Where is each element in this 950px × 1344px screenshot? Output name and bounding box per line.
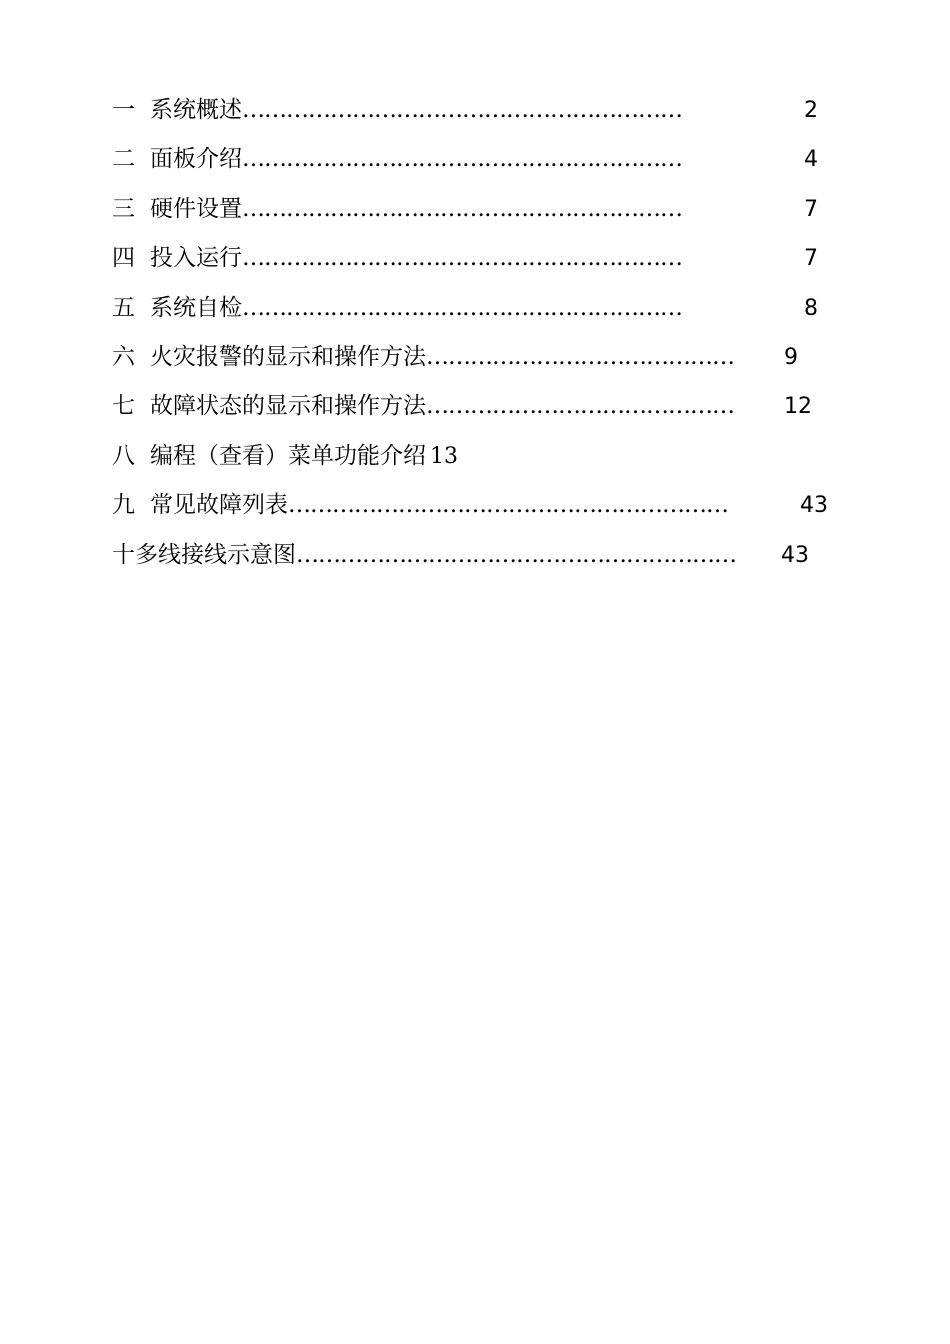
toc-entry-title: 投入运行 (150, 245, 242, 272)
toc-entry-6[interactable] (112, 333, 872, 382)
toc-entry-title: 常见故障列表 (150, 492, 288, 519)
toc-page-number: 43 (781, 542, 809, 568)
toc-leader-dots: …………………………………… (426, 393, 734, 420)
toc-entry-5[interactable] (112, 284, 872, 333)
toc-page-number: 4 (804, 147, 818, 173)
toc-page-number: 2 (804, 98, 818, 123)
toc-entry-number: 二 (112, 146, 135, 173)
toc-leader-dots: …………………………………………………… (242, 146, 682, 173)
toc-entry-number: 五 (112, 294, 135, 321)
toc-entry-9[interactable] (112, 481, 872, 530)
toc-entry-number: 三 (112, 195, 135, 222)
toc-entry-2[interactable] (112, 135, 872, 184)
toc-leader-dots: …………………………………………………… (242, 195, 682, 222)
toc-entry-title: 系统自检 (150, 294, 242, 321)
toc-page-number: 7 (804, 196, 818, 222)
toc-entry-title: 面板介绍 (150, 146, 242, 173)
toc-leader-dots: …………………………………………………… (288, 492, 728, 519)
toc-page-number: 8 (804, 295, 818, 321)
toc-entry-7[interactable] (112, 382, 872, 431)
toc-entry-title: 系统概述 (150, 97, 242, 123)
table-of-contents (112, 86, 872, 580)
toc-entry-number: 七 (112, 393, 135, 420)
toc-leader-dots: …………………………………………………… (242, 97, 682, 123)
toc-entry-number: 一 (112, 97, 135, 123)
toc-entry-1[interactable] (112, 86, 872, 135)
toc-page-number: 9 (784, 344, 798, 370)
toc-entry-title: 硬件设置 (150, 195, 242, 222)
toc-page-number: 43 (800, 493, 828, 519)
toc-page-number: 12 (784, 394, 812, 420)
toc-entry-number: 十 (112, 541, 135, 568)
toc-entry-8[interactable] (112, 432, 872, 481)
toc-leader-dots: …………………………………… (426, 343, 734, 370)
toc-entry-4[interactable] (112, 234, 872, 283)
toc-page-number: 13 (430, 443, 458, 469)
toc-entry-title: 编程（查看）菜单功能介绍 (150, 442, 426, 469)
toc-entry-3[interactable] (112, 185, 872, 234)
toc-entry-10[interactable] (112, 531, 872, 580)
toc-leader-dots: …………………………………………………… (242, 294, 682, 321)
toc-entry-title: 火灾报警的显示和操作方法 (150, 343, 426, 370)
toc-page-number: 7 (804, 246, 818, 272)
toc-entry-number: 八 (112, 442, 135, 469)
toc-entry-number: 九 (112, 492, 135, 519)
toc-entry-number: 六 (112, 343, 135, 370)
toc-entry-number: 四 (112, 245, 135, 272)
toc-entry-title: 故障状态的显示和操作方法 (150, 393, 426, 420)
toc-entry-title: 多线接线示意图 (135, 541, 296, 568)
toc-leader-dots: …………………………………………………… (242, 245, 682, 272)
toc-leader-dots: …………………………………………………… (296, 541, 736, 568)
